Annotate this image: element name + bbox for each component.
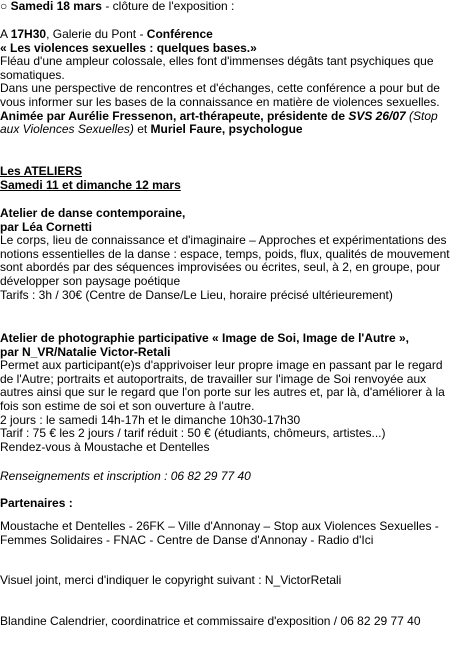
intro-prefix: A	[0, 27, 11, 41]
dance-workshop	[0, 207, 450, 302]
closing-line	[0, 0, 450, 14]
conference-intro	[0, 28, 450, 42]
animator-second: Muriel Faure, psychologue	[150, 122, 303, 137]
conference-desc-1: Fléau d'une ampleur colossale, elles font d'immenses dégâts tant psychiques que somatiques.	[0, 54, 434, 82]
signature: Blandine Calendrier, coordinatrice et commissaire d'exposition / 06 82 29 77 40	[0, 614, 421, 628]
photo-workshop	[0, 332, 450, 454]
photo-by: par N_VR/Natalie Victor-Retali	[0, 344, 171, 359]
workshops-dates: Samedi 11 et dimanche 12 mars	[0, 177, 181, 192]
dance-desc: Le corps, lieu de connaissance et d'imaginaire – Approches et expérimentations des notions essentielles de la danse : espace, temps, poids, flux, qualités de mouvement sont abordés par des séquences improvisées ou écrites, seul, à 2, en groupe, pour développer son paysage poétique	[0, 233, 450, 288]
animator-label: Animée par Aurélie Fressenon, art-thérapeute, présidente de	[0, 108, 349, 123]
animator-org-note: (Stop aux Violences Sexuelles)	[0, 108, 438, 137]
conference-title: « Les violences sexuelles : quelques bases.»	[0, 40, 257, 55]
workshops-heading: Les ATELIERS	[0, 164, 83, 178]
partners-list: Moustache et Dentelles - 26FK – Ville d'Annonay – Stop aux Violences Sexuelles - Femmes Solidaires - FNAC - Centre de Danse d'Annonay - Radio d'Ici	[0, 519, 439, 547]
photo-desc: Permet aux participant(e)s d'apprivoiser leur propre image en passant par le regard de l'Autre; portraits et autoportraits, de travailler sur l'image de Soi renvoyée aux autres ainsi que sur le regard que l'on porte sur les autres et, par là, d'améliorer à la fois son estime de soi et son ouverture à l'autre.	[0, 358, 445, 413]
closing-date: Samedi 18 mars	[10, 0, 102, 13]
conference-desc-2: Dans une perspective de rencontres et d'échanges, cette conférence a pour but de vous informer sur les bases de la connaissance en matière de violences sexuelles.	[0, 81, 440, 109]
workshops-header	[0, 165, 450, 192]
visual-note: Visuel joint, merci d'indiquer le copyright suivant : N_VictorRetali	[0, 573, 342, 587]
photo-schedule: 2 jours : le samedi 14h-17h et le dimanche 10h30-17h30	[0, 412, 301, 427]
conference-place: , Galerie du Pont -	[46, 27, 147, 41]
dance-title: Atelier de danse contemporaine,	[0, 206, 186, 220]
conference-animator	[0, 110, 450, 137]
photo-meet: Rendez-vous à Moustache et Dentelles	[0, 439, 210, 454]
photo-title: Atelier de photographie participative « Image de Soi, Image de l'Autre »,	[0, 331, 409, 345]
conference-section	[0, 28, 450, 137]
dance-rates: Tarifs : 3h / 30€ (Centre de Danse/Le Lieu, horaire précisé ultérieurement)	[0, 287, 393, 302]
animator-and: et	[133, 122, 151, 137]
photo-rates: Tarif : 75 € les 2 jours / tarif réduit : 50 € (étudiants, chômeurs, artistes...)	[0, 426, 386, 441]
closing-text: - clôture de l'exposition :	[101, 0, 235, 13]
animator-org: SVS 26/07	[348, 108, 406, 123]
dance-by: par Léa Cornetti	[0, 219, 93, 234]
contact-info: Renseignements et inscription : 06 82 29 77 40	[0, 469, 251, 483]
conference-kind: Conférence	[146, 27, 213, 41]
conference-time: 17H30	[10, 27, 47, 41]
partners-heading: Partenaires :	[0, 496, 73, 510]
bullet-icon: ○	[0, 0, 8, 13]
